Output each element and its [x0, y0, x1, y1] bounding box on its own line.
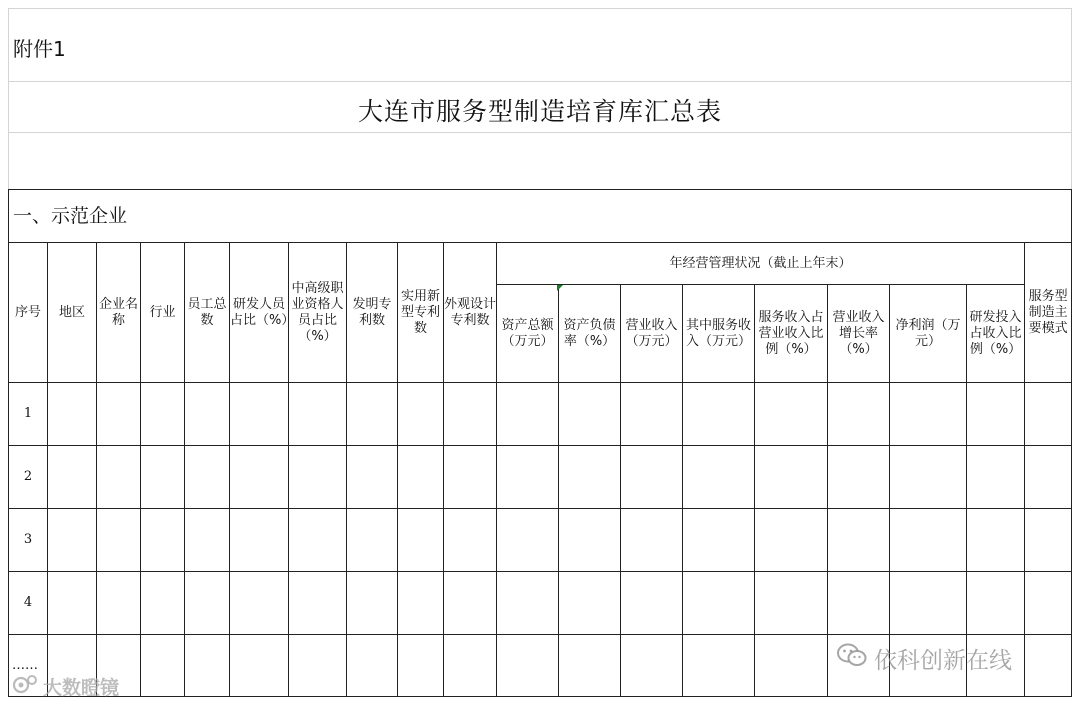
table-cell[interactable]	[967, 509, 1025, 572]
table-cell[interactable]	[185, 572, 230, 635]
table-cell[interactable]	[559, 446, 621, 509]
summary-table	[8, 189, 1072, 697]
header-staff: 员工总数	[185, 243, 230, 383]
title-row	[8, 82, 1072, 133]
table-cell[interactable]	[890, 509, 967, 572]
table-cell[interactable]	[141, 572, 185, 635]
header-service-model: 服务型制造主要模式	[1025, 243, 1072, 383]
table-cell[interactable]	[683, 383, 755, 446]
table-cell[interactable]	[828, 383, 890, 446]
table-cell[interactable]	[559, 509, 621, 572]
table-cell[interactable]	[755, 509, 828, 572]
header-seq: 序号	[9, 243, 48, 383]
table-cell[interactable]	[828, 509, 890, 572]
table-cell[interactable]	[289, 446, 347, 509]
table-cell[interactable]	[289, 509, 347, 572]
section-label: 一、示范企业	[9, 190, 1072, 243]
header-operations-group: 年经营管理状况（截止上年末）	[497, 243, 1025, 285]
table-cell[interactable]	[1025, 509, 1072, 572]
table-cell[interactable]	[97, 383, 141, 446]
table-cell[interactable]	[444, 635, 497, 697]
table-cell[interactable]	[683, 509, 755, 572]
table-cell[interactable]	[185, 635, 230, 697]
header-senior-staff-ratio: 中高级职业资格人员占比（%）	[289, 243, 347, 383]
table-cell[interactable]	[347, 635, 398, 697]
table-row	[9, 572, 1072, 635]
blank-row	[8, 133, 1072, 189]
wechat-icon	[836, 641, 868, 675]
table-cell[interactable]	[755, 635, 828, 697]
table-cell[interactable]	[497, 509, 559, 572]
table-cell[interactable]	[828, 446, 890, 509]
watermark-left-text: 大数瞪镜	[43, 676, 120, 699]
table-cell[interactable]	[497, 383, 559, 446]
table-cell[interactable]	[1025, 572, 1072, 635]
table-cell[interactable]	[398, 572, 444, 635]
table-cell[interactable]	[559, 572, 621, 635]
table-cell[interactable]	[444, 572, 497, 635]
table-cell[interactable]	[621, 509, 683, 572]
row-number-cell[interactable]: 4	[9, 572, 48, 635]
table-cell[interactable]	[890, 572, 967, 635]
table-cell[interactable]	[559, 383, 621, 446]
cell-comment-marker	[557, 285, 563, 291]
header-rd-share: 研发投入占收入比例（%）	[967, 285, 1025, 383]
table-cell[interactable]	[444, 446, 497, 509]
table-row	[9, 446, 1072, 509]
table-cell[interactable]	[621, 383, 683, 446]
table-cell[interactable]	[230, 446, 289, 509]
table-cell[interactable]	[1025, 383, 1072, 446]
table-cell[interactable]	[398, 635, 444, 697]
table-cell[interactable]	[230, 509, 289, 572]
table-cell[interactable]	[230, 635, 289, 697]
header-total-assets: 资产总额（万元）	[497, 285, 559, 383]
table-cell[interactable]	[185, 509, 230, 572]
table-cell[interactable]	[97, 446, 141, 509]
header-revenue-growth: 营业收入增长率（%）	[828, 285, 890, 383]
table-cell[interactable]	[683, 446, 755, 509]
table-cell[interactable]	[141, 383, 185, 446]
table-cell[interactable]	[97, 509, 141, 572]
table-cell[interactable]	[185, 446, 230, 509]
table-cell[interactable]	[444, 383, 497, 446]
table-cell[interactable]	[890, 446, 967, 509]
table-cell[interactable]	[890, 383, 967, 446]
table-cell[interactable]	[230, 383, 289, 446]
watermark-right-text: 依科创新在线	[874, 647, 1012, 674]
header-debt-ratio: 资产负债率（%）	[559, 285, 621, 383]
attachment-row	[8, 8, 1072, 82]
header-industry: 行业	[141, 243, 185, 383]
table-cell[interactable]	[1025, 635, 1072, 697]
row-number-cell[interactable]: 3	[9, 509, 48, 572]
table-cell[interactable]	[289, 383, 347, 446]
table-cell[interactable]	[48, 446, 97, 509]
table-cell[interactable]	[347, 509, 398, 572]
table-cell[interactable]	[621, 635, 683, 697]
table-cell[interactable]	[347, 383, 398, 446]
table-cell[interactable]	[141, 509, 185, 572]
watermark-left	[12, 672, 119, 700]
table-cell[interactable]	[48, 572, 97, 635]
table-cell[interactable]	[97, 572, 141, 635]
header-net-profit: 净利润（万元）	[890, 285, 967, 383]
table-cell[interactable]	[289, 635, 347, 697]
table-cell[interactable]	[48, 383, 97, 446]
header-service-revenue: 其中服务收入（万元）	[683, 285, 755, 383]
table-cell[interactable]	[141, 446, 185, 509]
row-number-cell[interactable]: 1	[9, 383, 48, 446]
table-cell[interactable]	[398, 446, 444, 509]
header-region: 地区	[48, 243, 97, 383]
header-design-patents: 外观设计专利数	[444, 243, 497, 383]
page-title: 大连市服务型制造培育库汇总表	[357, 97, 722, 126]
header-revenue: 营业收入（万元）	[621, 285, 683, 383]
table-cell[interactable]	[289, 572, 347, 635]
eye-logo-icon	[12, 673, 38, 700]
table-cell[interactable]	[398, 509, 444, 572]
header-utility-patents: 实用新型专利数	[398, 243, 444, 383]
table-cell[interactable]	[48, 509, 97, 572]
table-cell[interactable]	[497, 446, 559, 509]
table-cell[interactable]	[497, 635, 559, 697]
table-cell[interactable]	[967, 446, 1025, 509]
attachment-label: 附件1	[13, 37, 66, 61]
table-cell[interactable]	[621, 572, 683, 635]
table-row	[9, 383, 1072, 446]
table-cell[interactable]	[828, 572, 890, 635]
table-cell[interactable]	[755, 572, 828, 635]
table-cell[interactable]	[444, 509, 497, 572]
table-row	[9, 509, 1072, 572]
header-invention-patents: 发明专利数	[347, 243, 398, 383]
table-cell[interactable]	[683, 572, 755, 635]
table-cell[interactable]	[755, 383, 828, 446]
table-cell[interactable]	[621, 446, 683, 509]
header-company: 企业名称	[97, 243, 141, 383]
table-cell[interactable]	[755, 446, 828, 509]
table-cell[interactable]	[1025, 446, 1072, 509]
table-cell[interactable]	[398, 383, 444, 446]
table-cell[interactable]	[347, 446, 398, 509]
table-cell[interactable]	[185, 383, 230, 446]
table-cell[interactable]	[230, 572, 289, 635]
row-number: ……	[12, 658, 38, 673]
table-cell[interactable]	[141, 635, 185, 697]
header-rd-staff-ratio: 研发人员占比（%）	[230, 243, 289, 383]
table-cell[interactable]	[967, 572, 1025, 635]
table-cell[interactable]	[967, 383, 1025, 446]
table-cell[interactable]	[559, 635, 621, 697]
table-cell[interactable]	[497, 572, 559, 635]
table-cell[interactable]	[347, 572, 398, 635]
watermark-right	[836, 640, 1012, 676]
header-service-share: 服务收入占营业收入比例（%）	[755, 285, 828, 383]
table-cell[interactable]	[683, 635, 755, 697]
row-number-cell[interactable]: 2	[9, 446, 48, 509]
